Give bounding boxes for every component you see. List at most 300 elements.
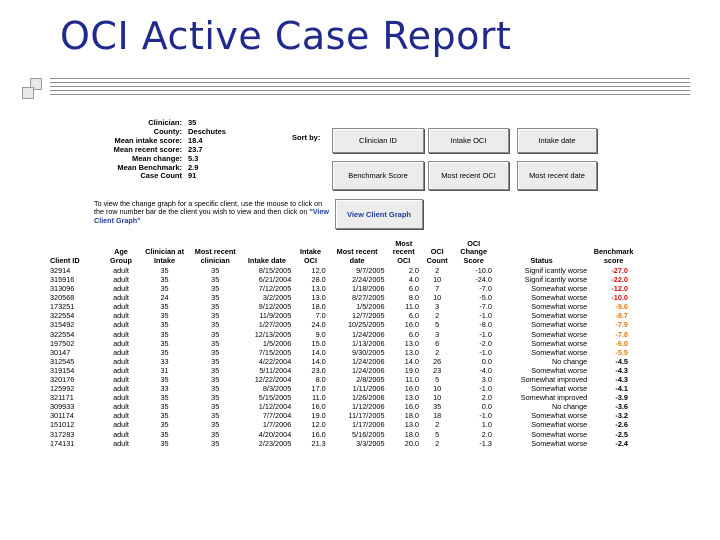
- benchmark-cell: -10.0: [611, 293, 628, 303]
- benchmark-cell: -9.6: [615, 302, 628, 312]
- table-cell: 35: [160, 347, 169, 357]
- table-cell: 35: [160, 393, 169, 403]
- summary-label: Mean Benchmark:: [117, 162, 182, 172]
- table-cell: 3.0: [481, 375, 492, 385]
- table-cell: 23: [433, 365, 442, 375]
- table-cell: 24.0: [311, 320, 326, 330]
- table-cell: -7.0: [479, 284, 492, 294]
- summary-value: 5.3: [188, 153, 199, 163]
- table-cell: 6: [435, 338, 440, 348]
- table-cell: 2/8/2005: [356, 375, 385, 385]
- table-cell: 9.0: [315, 329, 326, 339]
- table-cell: 12/22/2004: [254, 375, 292, 385]
- table-cell: adult: [113, 420, 129, 430]
- table-cell: 19.0: [311, 411, 326, 421]
- table-cell: -1.0: [479, 347, 492, 357]
- table-cell: 1/11/2006: [352, 384, 385, 394]
- case-table: [48, 240, 638, 448]
- table-cell: 13.0: [404, 393, 419, 403]
- table-cell: 8.0: [408, 293, 419, 303]
- table-cell: 319154: [50, 365, 75, 375]
- table-cell: 35: [160, 265, 169, 275]
- table-cell: 1/18/2006: [352, 284, 385, 294]
- table-cell: 7/15/2005: [258, 347, 292, 357]
- column-header[interactable]: Most recent date: [336, 247, 378, 265]
- table-cell: 35: [211, 402, 220, 412]
- table-cell: Signif icantly worse: [524, 265, 588, 275]
- table-cell: 10: [433, 393, 442, 403]
- table-cell: 1/12/2004: [258, 402, 292, 412]
- table-cell: 35: [160, 311, 169, 321]
- benchmark-cell: -2.5: [615, 429, 628, 439]
- table-cell: adult: [113, 311, 129, 321]
- table-cell: adult: [113, 347, 129, 357]
- table-cell: 2: [435, 438, 440, 448]
- table-cell: 14.0: [311, 356, 326, 366]
- column-header[interactable]: Most recent OCI: [392, 239, 415, 265]
- table-cell: 18.0: [404, 411, 419, 421]
- table-cell: 2/24/2005: [352, 274, 385, 284]
- table-cell: 11/17/2005: [348, 411, 385, 421]
- table-cell: 13.0: [311, 284, 326, 294]
- table-cell: Somewhat worse: [531, 302, 588, 312]
- table-cell: adult: [113, 384, 129, 394]
- table-cell: adult: [113, 393, 129, 403]
- benchmark-cell: -6.0: [615, 338, 628, 348]
- slide-title: OCI Active Case Report: [60, 14, 512, 58]
- table-cell: 3/2/2005: [262, 293, 292, 303]
- table-cell: 35: [160, 329, 169, 339]
- table-cell: 35: [211, 320, 220, 330]
- table-cell: adult: [113, 411, 129, 421]
- table-cell: 5/15/2005: [258, 393, 292, 403]
- table-row[interactable]: [48, 357, 638, 366]
- table-cell: Somewhat worse: [531, 311, 588, 321]
- summary-label: Mean recent score:: [113, 144, 182, 154]
- table-cell: 1/17/2006: [352, 420, 385, 430]
- table-cell: 8.0: [315, 375, 326, 385]
- table-cell: 35: [211, 274, 220, 284]
- table-cell: 11.0: [312, 393, 326, 403]
- table-cell: 1/27/2005: [258, 320, 292, 330]
- table-cell: 14.0: [404, 356, 419, 366]
- table-row[interactable]: [48, 275, 638, 284]
- benchmark-cell: -27.0: [611, 265, 628, 275]
- table-cell: 35: [160, 320, 169, 330]
- benchmark-cell: -12.0: [611, 284, 628, 294]
- table-cell: adult: [113, 365, 129, 375]
- table-cell: 317283: [50, 429, 75, 439]
- table-cell: 3: [435, 302, 440, 312]
- table-cell: adult: [113, 338, 129, 348]
- benchmark-cell: -4.1: [615, 384, 628, 394]
- summary-label: Case Count: [140, 171, 182, 181]
- table-cell: 4/20/2004: [258, 429, 292, 439]
- table-cell: 35: [160, 274, 169, 284]
- instructions-emphasis: "View Client Graph": [94, 207, 330, 225]
- table-cell: 7/7/2004: [262, 411, 292, 421]
- table-row[interactable]: [48, 393, 638, 402]
- table-cell: 18: [433, 411, 442, 421]
- table-row[interactable]: [48, 293, 638, 302]
- table-cell: 4/22/2004: [258, 356, 292, 366]
- table-row[interactable]: [48, 420, 638, 429]
- benchmark-cell: -4.3: [615, 375, 628, 385]
- table-cell: 5: [435, 320, 440, 330]
- table-cell: 16.0: [404, 402, 419, 412]
- table-row[interactable]: [48, 302, 638, 311]
- table-cell: 6.0: [408, 311, 419, 321]
- table-cell: 3/3/2005: [356, 438, 385, 448]
- table-cell: 9/30/2005: [352, 347, 385, 357]
- table-cell: 7.0: [315, 311, 326, 321]
- column-header[interactable]: Most recent clinician: [194, 247, 236, 265]
- table-cell: 8/15/2005: [258, 265, 292, 275]
- table-cell: 10: [433, 274, 442, 284]
- table-cell: 174131: [50, 438, 75, 448]
- table-cell: 12.0: [311, 265, 326, 275]
- table-cell: adult: [113, 274, 129, 284]
- table-row[interactable]: [48, 411, 638, 420]
- table-cell: 24: [160, 293, 169, 303]
- table-cell: 2: [435, 347, 440, 357]
- table-cell: 2: [435, 265, 440, 275]
- table-cell: 4.0: [408, 274, 419, 284]
- table-cell: 35: [160, 429, 169, 439]
- table-row[interactable]: [48, 366, 638, 375]
- sort-clinician-id-button[interactable]: Clinician ID: [332, 128, 424, 153]
- column-header[interactable]: Intake OCI: [299, 247, 322, 265]
- benchmark-cell: -3.2: [615, 411, 628, 421]
- table-cell: 35: [433, 402, 442, 412]
- table-cell: adult: [113, 356, 129, 366]
- table-cell: 23.0: [311, 365, 326, 375]
- summary-label: Mean intake score:: [114, 135, 182, 145]
- table-cell: 2: [435, 311, 440, 321]
- summary-value: Deschutes: [188, 126, 226, 136]
- table-cell: Somewhat worse: [531, 293, 588, 303]
- table-cell: -1.0: [479, 411, 492, 421]
- table-body: [48, 266, 638, 448]
- benchmark-cell: -7.9: [615, 320, 628, 330]
- table-cell: 315916: [50, 274, 75, 284]
- sort-benchmark-score-button[interactable]: Benchmark Score: [332, 161, 424, 190]
- benchmark-cell: -7.8: [615, 329, 628, 339]
- table-cell: 6.0: [408, 284, 419, 294]
- table-cell: 173251: [50, 302, 75, 312]
- table-cell: 125992: [50, 384, 75, 394]
- table-cell: Somewhat worse: [531, 365, 588, 375]
- table-row[interactable]: [48, 311, 638, 320]
- summary-value: 35: [188, 118, 197, 127]
- table-cell: 12.0: [311, 420, 326, 430]
- table-cell: 30147: [50, 347, 71, 357]
- table-cell: 1/12/2006: [352, 402, 385, 412]
- table-row[interactable]: [48, 339, 638, 348]
- table-cell: Somewhat worse: [531, 338, 588, 348]
- table-cell: 35: [160, 284, 169, 294]
- table-cell: -1.0: [479, 329, 492, 339]
- table-cell: -4.0: [479, 365, 492, 375]
- column-header[interactable]: Age Group: [110, 247, 132, 265]
- summary-label: Clinician:: [148, 118, 182, 127]
- instructions-body: To view the change graph for a specific client, use the mouse to click on the row number bar de the client you wish to view and then click on: [94, 199, 323, 217]
- summary-value: 23.7: [188, 144, 203, 154]
- table-cell: 320176: [50, 375, 75, 385]
- table-cell: -10.0: [475, 265, 492, 275]
- column-header[interactable]: Clinician at Intake: [145, 247, 185, 265]
- table-cell: 321171: [50, 393, 74, 403]
- table-cell: 11.0: [405, 302, 419, 312]
- table-cell: 7: [435, 284, 440, 294]
- table-cell: 0.0: [481, 356, 492, 366]
- table-cell: 26: [433, 356, 442, 366]
- table-cell: 11.0: [405, 375, 419, 385]
- benchmark-cell: -8.7: [615, 311, 628, 321]
- table-cell: 3: [435, 329, 440, 339]
- table-cell: 16.0: [311, 402, 326, 412]
- table-cell: 14.0: [311, 347, 326, 357]
- table-cell: -8.0: [479, 320, 492, 330]
- table-cell: 13.0: [404, 338, 419, 348]
- table-cell: adult: [113, 265, 129, 275]
- table-cell: 0.0: [481, 402, 492, 412]
- table-cell: 1/26/2006: [352, 393, 385, 403]
- table-row[interactable]: [48, 375, 638, 384]
- table-cell: 2.0: [408, 265, 419, 275]
- table-cell: 9/7/2005: [356, 265, 385, 275]
- sort-intake-date-button[interactable]: Intake date: [517, 128, 597, 153]
- table-cell: 35: [211, 265, 220, 275]
- table-cell: 5/16/2005: [352, 429, 385, 439]
- table-cell: -5.0: [479, 293, 492, 303]
- column-header[interactable]: OCI Count: [426, 247, 448, 265]
- table-cell: 35: [211, 347, 220, 357]
- column-header[interactable]: OCI Change Score: [460, 239, 488, 265]
- table-cell: 20.0: [404, 438, 419, 448]
- benchmark-cell: -2.6: [615, 420, 628, 430]
- table-header-row: [48, 240, 638, 266]
- benchmark-cell: -4.3: [615, 365, 628, 375]
- table-cell: -1.0: [479, 384, 492, 394]
- table-cell: 16.0: [404, 384, 419, 394]
- column-header[interactable]: Client ID: [50, 255, 80, 265]
- table-cell: 13.0: [404, 347, 419, 357]
- title-underline: [50, 78, 690, 98]
- table-cell: 35: [211, 393, 220, 403]
- table-cell: 197502: [50, 338, 75, 348]
- table-cell: Somewhat worse: [531, 411, 588, 421]
- benchmark-cell: -22.0: [611, 274, 628, 284]
- table-cell: 1.0: [481, 420, 492, 430]
- table-cell: 8/27/2005: [352, 293, 385, 303]
- table-cell: 301174: [50, 411, 74, 421]
- table-cell: adult: [113, 438, 129, 448]
- table-cell: 6/21/2004: [258, 274, 292, 284]
- table-cell: 2.0: [481, 393, 492, 403]
- table-cell: 320568: [50, 293, 75, 303]
- table-cell: 35: [211, 356, 220, 366]
- table-cell: Somewhat worse: [531, 284, 588, 294]
- table-cell: 28.0: [311, 274, 326, 284]
- table-row[interactable]: [48, 348, 638, 357]
- table-cell: 19.0: [404, 365, 419, 375]
- table-cell: adult: [113, 293, 129, 303]
- table-cell: 151012: [50, 420, 75, 430]
- table-cell: 35: [160, 438, 169, 448]
- table-cell: 13.0: [311, 293, 326, 303]
- table-cell: Somewhat improved: [520, 375, 588, 385]
- table-cell: No change: [551, 402, 588, 412]
- table-cell: 5: [435, 375, 440, 385]
- table-cell: 35: [211, 375, 220, 385]
- table-cell: 33: [160, 384, 169, 394]
- summary-panel: [92, 119, 228, 181]
- table-cell: 322554: [50, 311, 75, 321]
- table-row[interactable]: [48, 330, 638, 339]
- table-cell: Signif icantly worse: [524, 274, 588, 284]
- table-cell: -24.0: [475, 274, 492, 284]
- table-row[interactable]: [48, 384, 638, 393]
- table-cell: Somewhat worse: [531, 429, 588, 439]
- table-cell: adult: [113, 284, 129, 294]
- table-cell: 35: [211, 438, 220, 448]
- table-cell: Somewhat worse: [531, 329, 588, 339]
- table-cell: Somewhat worse: [531, 438, 588, 448]
- table-cell: 35: [160, 420, 169, 430]
- table-cell: 21.3: [311, 438, 326, 448]
- table-cell: 35: [211, 411, 220, 421]
- table-cell: Somewhat worse: [531, 347, 588, 357]
- table-cell: 33: [160, 356, 169, 366]
- table-cell: 313096: [50, 284, 75, 294]
- table-cell: 35: [160, 411, 169, 421]
- sort-most-recent-oci-button[interactable]: Most recent OCI: [428, 161, 509, 190]
- table-row[interactable]: [48, 430, 638, 439]
- table-cell: 322554: [50, 329, 75, 339]
- table-cell: 35: [160, 375, 169, 385]
- table-cell: 12/7/2005: [352, 311, 385, 321]
- table-cell: 8/3/2005: [262, 384, 292, 394]
- table-cell: 12/13/2005: [254, 329, 292, 339]
- table-cell: 13.0: [404, 420, 419, 430]
- table-cell: 1/7/2006: [262, 420, 292, 430]
- table-cell: 35: [211, 429, 220, 439]
- table-cell: 5: [435, 429, 440, 439]
- table-cell: 312545: [50, 356, 75, 366]
- benchmark-cell: -3.6: [615, 402, 628, 412]
- table-row[interactable]: [48, 320, 638, 329]
- table-cell: 1/5/2006: [262, 338, 292, 348]
- table-cell: 35: [160, 402, 169, 412]
- table-cell: 35: [211, 420, 220, 430]
- sort-most-recent-date-button[interactable]: Most recent date: [517, 161, 597, 190]
- table-cell: 1/24/2006: [352, 365, 385, 375]
- table-cell: 11/9/2005: [259, 311, 292, 321]
- table-cell: 6.0: [408, 329, 419, 339]
- sort-intake-oci-button[interactable]: Intake OCI: [428, 128, 509, 153]
- summary-value: 18.4: [188, 135, 203, 145]
- table-row[interactable]: [48, 402, 638, 411]
- table-cell: 10/25/2005: [347, 320, 385, 330]
- summary-row-case-count: [92, 172, 228, 181]
- table-row[interactable]: [48, 266, 638, 275]
- table-cell: adult: [113, 429, 129, 439]
- benchmark-cell: -5.5: [615, 347, 628, 357]
- table-cell: -1.0: [479, 311, 492, 321]
- table-cell: -7.0: [479, 302, 492, 312]
- table-cell: 1/24/2006: [352, 356, 385, 366]
- deco-square: [22, 87, 34, 99]
- table-cell: 315492: [50, 320, 75, 330]
- table-cell: -1.3: [479, 438, 492, 448]
- table-cell: 1/24/2006: [352, 329, 385, 339]
- table-cell: 2.0: [481, 429, 492, 439]
- summary-value: 2.9: [188, 162, 199, 172]
- table-cell: 2/23/2005: [258, 438, 292, 448]
- table-cell: 35: [211, 338, 220, 348]
- table-row[interactable]: [48, 284, 638, 293]
- table-cell: 35: [211, 365, 220, 375]
- table-cell: 31: [160, 365, 169, 375]
- instructions-text: [94, 200, 332, 225]
- summary-label: Mean change:: [131, 153, 182, 163]
- table-cell: 15.0: [311, 338, 326, 348]
- table-cell: Somewhat worse: [531, 384, 588, 394]
- table-cell: 1/13/2006: [352, 338, 385, 348]
- table-cell: 35: [211, 293, 220, 303]
- table-cell: Somewhat improved: [520, 393, 588, 403]
- table-cell: 10: [433, 384, 442, 394]
- benchmark-cell: -2.4: [615, 438, 628, 448]
- table-cell: 35: [211, 384, 220, 394]
- table-cell: -2.0: [479, 338, 492, 348]
- table-cell: Somewhat worse: [531, 320, 588, 330]
- benchmark-cell: -4.5: [615, 356, 628, 366]
- table-cell: 10: [433, 293, 442, 303]
- table-cell: 32914: [50, 265, 71, 275]
- column-header[interactable]: Status: [530, 255, 553, 265]
- table-cell: No change: [551, 356, 588, 366]
- table-cell: 16.0: [404, 320, 419, 330]
- table-row[interactable]: [48, 439, 638, 448]
- table-cell: 35: [211, 284, 220, 294]
- table-cell: 35: [211, 302, 220, 312]
- table-cell: 35: [160, 338, 169, 348]
- table-cell: 35: [160, 302, 169, 312]
- table-cell: adult: [113, 402, 129, 412]
- table-cell: 16.0: [311, 429, 326, 439]
- table-cell: 18.0: [404, 429, 419, 439]
- table-cell: 309933: [50, 402, 75, 412]
- sort-by-label: Sort by:: [292, 133, 321, 142]
- column-header[interactable]: Intake date: [247, 255, 286, 265]
- table-cell: 9/12/2005: [258, 302, 292, 312]
- summary-label: County:: [153, 126, 182, 136]
- table-cell: 7/12/2005: [258, 284, 292, 294]
- view-client-graph-button[interactable]: View Client Graph: [335, 199, 423, 229]
- table-cell: 35: [211, 329, 220, 339]
- column-header[interactable]: Benchmark score: [593, 247, 634, 265]
- table-cell: 17.0: [311, 384, 326, 394]
- table-cell: 35: [211, 311, 220, 321]
- benchmark-cell: -3.9: [615, 393, 628, 403]
- table-cell: adult: [113, 302, 129, 312]
- table-cell: adult: [113, 329, 129, 339]
- table-cell: Somewhat worse: [531, 420, 588, 430]
- summary-value: 91: [188, 171, 197, 181]
- table-cell: 2: [435, 420, 440, 430]
